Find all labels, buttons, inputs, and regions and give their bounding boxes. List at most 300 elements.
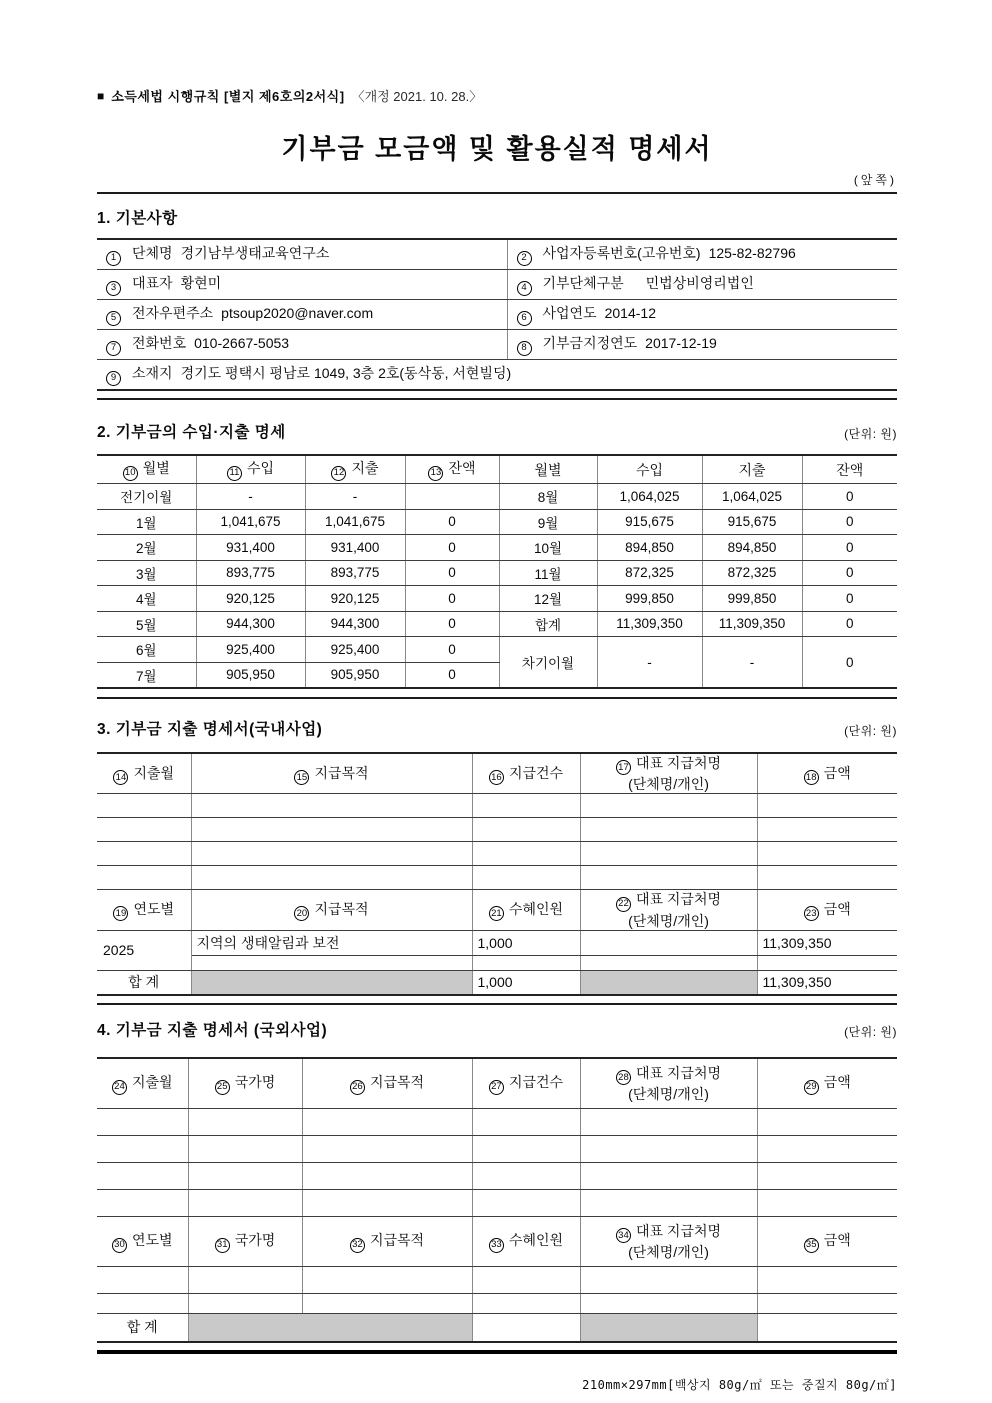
circled-number: 8 (517, 341, 532, 356)
field-address (97, 360, 897, 391)
table-row (97, 866, 897, 890)
col-header-label: 연도별 (133, 901, 175, 918)
table-row (97, 270, 897, 300)
empty-cell (97, 794, 191, 818)
field-value: 경기도 평택시 평남로 1049, 3층 2호(동삭동, 서현빌딩) (180, 365, 512, 382)
cell: 0 (405, 586, 499, 612)
col-header-payee (580, 753, 757, 794)
col-header-label: 연도별 (131, 1232, 173, 1249)
field-org-name (97, 239, 507, 270)
cell: 3월 (97, 560, 196, 586)
cell: 1,041,675 (196, 509, 305, 535)
circled-number: 33 (489, 1238, 504, 1253)
table-row (97, 1135, 897, 1162)
cell: 0 (802, 611, 897, 637)
field-value: 125-82-82796 (708, 245, 796, 262)
empty-cell (302, 1135, 472, 1162)
empty-cell (757, 866, 897, 890)
empty-cell (188, 1293, 302, 1313)
cell: 0 (802, 509, 897, 535)
cell: 0 (802, 535, 897, 561)
field-email (97, 300, 507, 330)
table-row (97, 1189, 897, 1216)
cell: 925,400 (196, 637, 305, 663)
col-header-amount (757, 1216, 897, 1266)
col-header-payment-count (472, 753, 580, 794)
col-header-label: 국가명 (234, 1074, 276, 1091)
circled-number: 6 (517, 311, 532, 326)
empty-cell (472, 794, 580, 818)
empty-cell (580, 1108, 757, 1135)
cell: - (305, 484, 405, 510)
shaded-cell (580, 970, 757, 995)
form-reference-text: 소득세법 시행규칙 [별지 제6호의2서식] (111, 89, 345, 104)
col-header-country (188, 1058, 302, 1109)
field-label: 사업자등록번호(고유번호) (542, 245, 701, 262)
cell: 893,775 (305, 560, 405, 586)
total-label: 합 계 (97, 970, 191, 995)
field-business-number (507, 239, 897, 270)
table-row (97, 611, 897, 637)
col-header-month (97, 455, 196, 484)
divider (97, 697, 897, 699)
cell: 0 (802, 484, 897, 510)
cell-payee (580, 930, 757, 955)
cell: 1,064,025 (597, 484, 702, 510)
cell-purpose: 지역의 생태알림과 보전 (191, 930, 472, 955)
field-label: 기부금지정연도 (542, 335, 638, 352)
table-row (97, 930, 897, 955)
col-header-label: 수혜인원 (508, 901, 564, 918)
cell: 0 (405, 509, 499, 535)
field-value: 2017-12-19 (645, 335, 717, 352)
circled-number: 28 (616, 1070, 631, 1085)
cell: 11,309,350 (702, 611, 802, 637)
empty-cell (580, 1135, 757, 1162)
empty-cell (757, 818, 897, 842)
col-header-balance: 잔액 (802, 455, 897, 484)
cell: 920,125 (305, 586, 405, 612)
table-row (97, 330, 897, 360)
col-header-purpose (191, 753, 472, 794)
cell: 894,850 (597, 535, 702, 561)
empty-cell (757, 1162, 897, 1189)
table-row (97, 586, 897, 612)
empty-cell (580, 1266, 757, 1293)
col-header-expense: 지출 (702, 455, 802, 484)
col-header-payee (580, 1058, 757, 1109)
field-label: 전자우편주소 (132, 305, 214, 322)
circled-number: 13 (428, 466, 443, 481)
table-row (97, 300, 897, 330)
section2-heading: 2. 기부금의 수입·지출 명세 (97, 424, 286, 441)
field-label: 대표자 (132, 275, 173, 292)
shaded-cell (580, 1313, 757, 1342)
cell: 0 (405, 637, 499, 663)
cell: 12월 (499, 586, 597, 612)
empty-cell (580, 1189, 757, 1216)
empty-cell (97, 1293, 188, 1313)
cell: 0 (405, 662, 499, 688)
col-header-label: 지급목적 (314, 901, 369, 918)
circled-number: 16 (489, 770, 504, 785)
circled-number: 20 (294, 906, 309, 921)
circled-number: 14 (113, 770, 128, 785)
empty-cell (191, 794, 472, 818)
cell: 944,300 (196, 611, 305, 637)
col-header-label: 지출월 (131, 1074, 173, 1091)
circled-number: 32 (350, 1238, 365, 1253)
col-header-balance (405, 455, 499, 484)
total-amount: 11,309,350 (757, 970, 897, 995)
col-header-year (97, 1216, 188, 1266)
col-header-amount (757, 1058, 897, 1109)
col-header-payee (580, 1216, 757, 1266)
cell-total-label: 합계 (499, 611, 597, 637)
unit-label: (단위: 원) (844, 427, 897, 441)
field-value: 2014-12 (604, 305, 656, 322)
col-header-label: 지급목적 (369, 1074, 425, 1091)
empty-cell (472, 1135, 580, 1162)
empty-cell (757, 794, 897, 818)
col-header-month: 월별 (499, 455, 597, 484)
circled-number: 17 (616, 760, 631, 775)
cell: 893,775 (196, 560, 305, 586)
empty-cell (302, 1266, 472, 1293)
field-value: ptsoup2020@naver.com (221, 305, 374, 322)
col-header-amount (757, 890, 897, 930)
circled-number: 25 (215, 1080, 230, 1095)
header-row (97, 455, 897, 484)
circled-number: 9 (106, 371, 121, 386)
cell: 915,675 (702, 509, 802, 535)
empty-cell (191, 842, 472, 866)
empty-cell (472, 955, 580, 970)
cell: - (597, 637, 702, 689)
empty-cell (405, 484, 499, 510)
cell: 905,950 (196, 662, 305, 688)
col-header-label: 금액 (823, 1232, 851, 1249)
table-row (97, 535, 897, 561)
field-value: 황현미 (180, 275, 222, 292)
circled-number: 23 (804, 906, 819, 921)
empty-cell (580, 955, 757, 970)
table-row (97, 509, 897, 535)
cell: 4월 (97, 586, 196, 612)
total-label: 합 계 (97, 1313, 188, 1342)
total-beneficiaries (472, 1313, 580, 1342)
cell: 1,041,675 (305, 509, 405, 535)
table-row (97, 360, 897, 391)
empty-cell (580, 794, 757, 818)
empty-cell (188, 1135, 302, 1162)
section3-heading: 3. 기부금 지출 명세서(국내사업) (97, 721, 323, 738)
col-header-purpose (302, 1216, 472, 1266)
empty-cell (97, 866, 191, 890)
field-phone (97, 330, 507, 360)
empty-cell (757, 842, 897, 866)
empty-cell (757, 1108, 897, 1135)
page-side-label: (앞쪽) (853, 173, 897, 187)
circled-number: 7 (106, 341, 121, 356)
basic-info-table (97, 238, 897, 391)
empty-cell (472, 842, 580, 866)
empty-cell (580, 1293, 757, 1313)
empty-cell (757, 1293, 897, 1313)
col-header-income: 수입 (597, 455, 702, 484)
revision-date: 〈개정 2021. 10. 28.〉 (351, 89, 483, 104)
total-amount (757, 1313, 897, 1342)
circled-number: 30 (112, 1238, 127, 1253)
empty-cell (472, 1189, 580, 1216)
empty-cell (757, 1189, 897, 1216)
cell-beneficiaries: 1,000 (472, 930, 580, 955)
section1-heading-row (97, 206, 897, 228)
col-header-label: 잔액 (448, 460, 476, 477)
circled-number: 2 (517, 251, 532, 266)
field-label: 전화번호 (132, 335, 187, 352)
cell: 0 (802, 637, 897, 689)
cell: 905,950 (305, 662, 405, 688)
circled-number: 18 (804, 770, 819, 785)
circled-number: 24 (112, 1080, 127, 1095)
circled-number: 19 (113, 906, 128, 921)
empty-cell (580, 842, 757, 866)
field-org-type (507, 270, 897, 300)
col-header-label: 대표 지급처명 (635, 891, 722, 908)
header-row (97, 753, 897, 794)
circled-number: 22 (616, 897, 631, 912)
empty-cell (97, 1189, 188, 1216)
circled-number: 10 (123, 466, 138, 481)
empty-cell (757, 1266, 897, 1293)
col-header-amount (757, 753, 897, 794)
shaded-cell (188, 1313, 472, 1342)
empty-cell (191, 866, 472, 890)
cell: 920,125 (196, 586, 305, 612)
col-header-expense-month (97, 753, 191, 794)
empty-cell (302, 1162, 472, 1189)
circled-number: 12 (331, 466, 346, 481)
cell: 931,400 (196, 535, 305, 561)
cell: 1,064,025 (702, 484, 802, 510)
table-row (97, 955, 897, 970)
cell: 894,850 (702, 535, 802, 561)
field-business-year (507, 300, 897, 330)
circled-number: 5 (106, 311, 121, 326)
empty-cell (97, 842, 191, 866)
table-row (97, 1108, 897, 1135)
cell: 9월 (499, 509, 597, 535)
cell: 7월 (97, 662, 196, 688)
section4-heading-row (97, 1018, 897, 1040)
empty-cell (302, 1189, 472, 1216)
domestic-expense-table (97, 752, 897, 996)
cell: 872,325 (597, 560, 702, 586)
col-header-label: 지급목적 (369, 1232, 425, 1249)
col-header-label: 대표 지급처명 (635, 1222, 722, 1239)
total-beneficiaries: 1,000 (472, 970, 580, 995)
empty-cell (188, 1162, 302, 1189)
field-label: 사업연도 (542, 305, 597, 322)
field-value: 민법상비영리법인 (645, 275, 754, 292)
col-header-purpose (191, 890, 472, 930)
col-header-label: 지출월 (133, 764, 175, 781)
header-row (97, 1216, 897, 1266)
table-row (97, 818, 897, 842)
circled-number: 27 (489, 1080, 504, 1095)
circled-number: 34 (616, 1228, 631, 1243)
bottom-rule (97, 1350, 897, 1354)
col-header-beneficiaries (472, 1216, 580, 1266)
col-header-label: 지출 (351, 460, 379, 477)
empty-cell (191, 818, 472, 842)
empty-cell (472, 1108, 580, 1135)
cell: 10월 (499, 535, 597, 561)
col-header-payee (580, 890, 757, 930)
col-header-label: 지급목적 (314, 764, 369, 781)
empty-cell (580, 818, 757, 842)
col-header-label: 지급건수 (508, 764, 564, 781)
empty-cell (188, 1189, 302, 1216)
section1-heading: 1. 기본사항 (97, 210, 178, 227)
circled-number: 4 (517, 281, 532, 296)
cell: 925,400 (305, 637, 405, 663)
empty-cell (302, 1108, 472, 1135)
field-value: 경기남부생태교육연구소 (180, 245, 330, 262)
empty-cell (97, 1135, 188, 1162)
empty-cell (472, 1266, 580, 1293)
total-row (97, 970, 897, 995)
cell: 1월 (97, 509, 196, 535)
table-row (97, 560, 897, 586)
col-header-sublabel: (단체명/개인) (628, 912, 709, 929)
cell: 0 (405, 611, 499, 637)
cell: 915,675 (597, 509, 702, 535)
empty-cell (97, 1162, 188, 1189)
field-value: 010-2667-5053 (194, 335, 290, 352)
paper-size-note: 210mm×297mm[백상지 80g/㎡ 또는 중질지 80g/㎡] (582, 1377, 897, 1392)
col-header-expense (305, 455, 405, 484)
circled-number: 11 (227, 466, 242, 481)
col-header-label: 국가명 (234, 1232, 276, 1249)
col-header-label: 수혜인원 (508, 1232, 564, 1249)
empty-cell (191, 955, 472, 970)
circled-number: 1 (106, 251, 121, 266)
table-row (97, 794, 897, 818)
col-header-label: 지급건수 (508, 1074, 564, 1091)
table-row (97, 484, 897, 510)
field-representative (97, 270, 507, 300)
cell: 6월 (97, 637, 196, 663)
cell: 0 (802, 560, 897, 586)
empty-cell (97, 1266, 188, 1293)
col-header-label: 금액 (823, 764, 851, 781)
col-header-purpose (302, 1058, 472, 1109)
header-row (97, 890, 897, 930)
table-row (97, 239, 897, 270)
square-bullet-icon: ■ (97, 88, 105, 103)
cell-carryover-label: 차기이월 (499, 637, 597, 689)
cell-year: 2025 (97, 930, 191, 970)
unit-label: (단위: 원) (844, 1024, 897, 1039)
empty-cell (97, 818, 191, 842)
empty-cell (472, 1162, 580, 1189)
col-header-label: 대표 지급처명 (635, 755, 722, 771)
empty-cell (302, 1293, 472, 1313)
section3-heading-row (97, 717, 897, 739)
col-header-sublabel: (단체명/개인) (628, 776, 709, 793)
cell-amount: 11,309,350 (757, 930, 897, 955)
table-row (97, 842, 897, 866)
field-label: 단체명 (132, 245, 173, 262)
table-row (97, 1266, 897, 1293)
unit-label: (단위: 원) (844, 724, 897, 738)
cell: 전기이월 (97, 484, 196, 510)
col-header-label: 수입 (246, 460, 275, 477)
cell: 999,850 (702, 586, 802, 612)
empty-cell (580, 866, 757, 890)
empty-cell (580, 1162, 757, 1189)
header-row (97, 1058, 897, 1109)
cell: - (196, 484, 305, 510)
form-reference (97, 86, 897, 105)
overseas-expense-table (97, 1057, 897, 1343)
circled-number: 15 (294, 770, 309, 785)
col-header-sublabel: (단체명/개인) (628, 1085, 709, 1102)
empty-cell (757, 1135, 897, 1162)
cell: - (702, 637, 802, 689)
circled-number: 21 (489, 906, 504, 921)
circled-number: 35 (804, 1238, 819, 1253)
divider (97, 192, 897, 194)
empty-cell (472, 866, 580, 890)
cell: 0 (405, 560, 499, 586)
col-header-income (196, 455, 305, 484)
col-header-label: 금액 (823, 1074, 851, 1091)
col-header-sublabel: (단체명/개인) (628, 1243, 709, 1260)
cell: 0 (405, 535, 499, 561)
cell: 5월 (97, 611, 196, 637)
page-title: 기부금 모금액 및 활용실적 명세서 (281, 134, 713, 164)
divider (97, 398, 897, 400)
total-row (97, 1313, 897, 1342)
table-row (97, 637, 897, 663)
empty-cell (188, 1266, 302, 1293)
divider (97, 1003, 897, 1005)
circled-number: 31 (215, 1238, 230, 1253)
col-header-payment-count (472, 1058, 580, 1109)
section4-heading: 4. 기부금 지출 명세서 (국외사업) (97, 1021, 328, 1039)
col-header-label: 금액 (823, 901, 851, 918)
field-designation-year (507, 330, 897, 360)
table-row (97, 1162, 897, 1189)
circled-number: 29 (804, 1080, 819, 1095)
section2-heading-row (97, 420, 897, 442)
shaded-cell (191, 970, 472, 995)
cell: 931,400 (305, 535, 405, 561)
cell: 999,850 (597, 586, 702, 612)
field-label: 기부단체구분 (542, 275, 624, 292)
income-expense-table (97, 454, 897, 689)
table-row (97, 1293, 897, 1313)
cell: 944,300 (305, 611, 405, 637)
cell: 11,309,350 (597, 611, 702, 637)
empty-cell (188, 1108, 302, 1135)
form-page (97, 0, 897, 1393)
cell: 11월 (499, 560, 597, 586)
empty-cell (472, 1293, 580, 1313)
